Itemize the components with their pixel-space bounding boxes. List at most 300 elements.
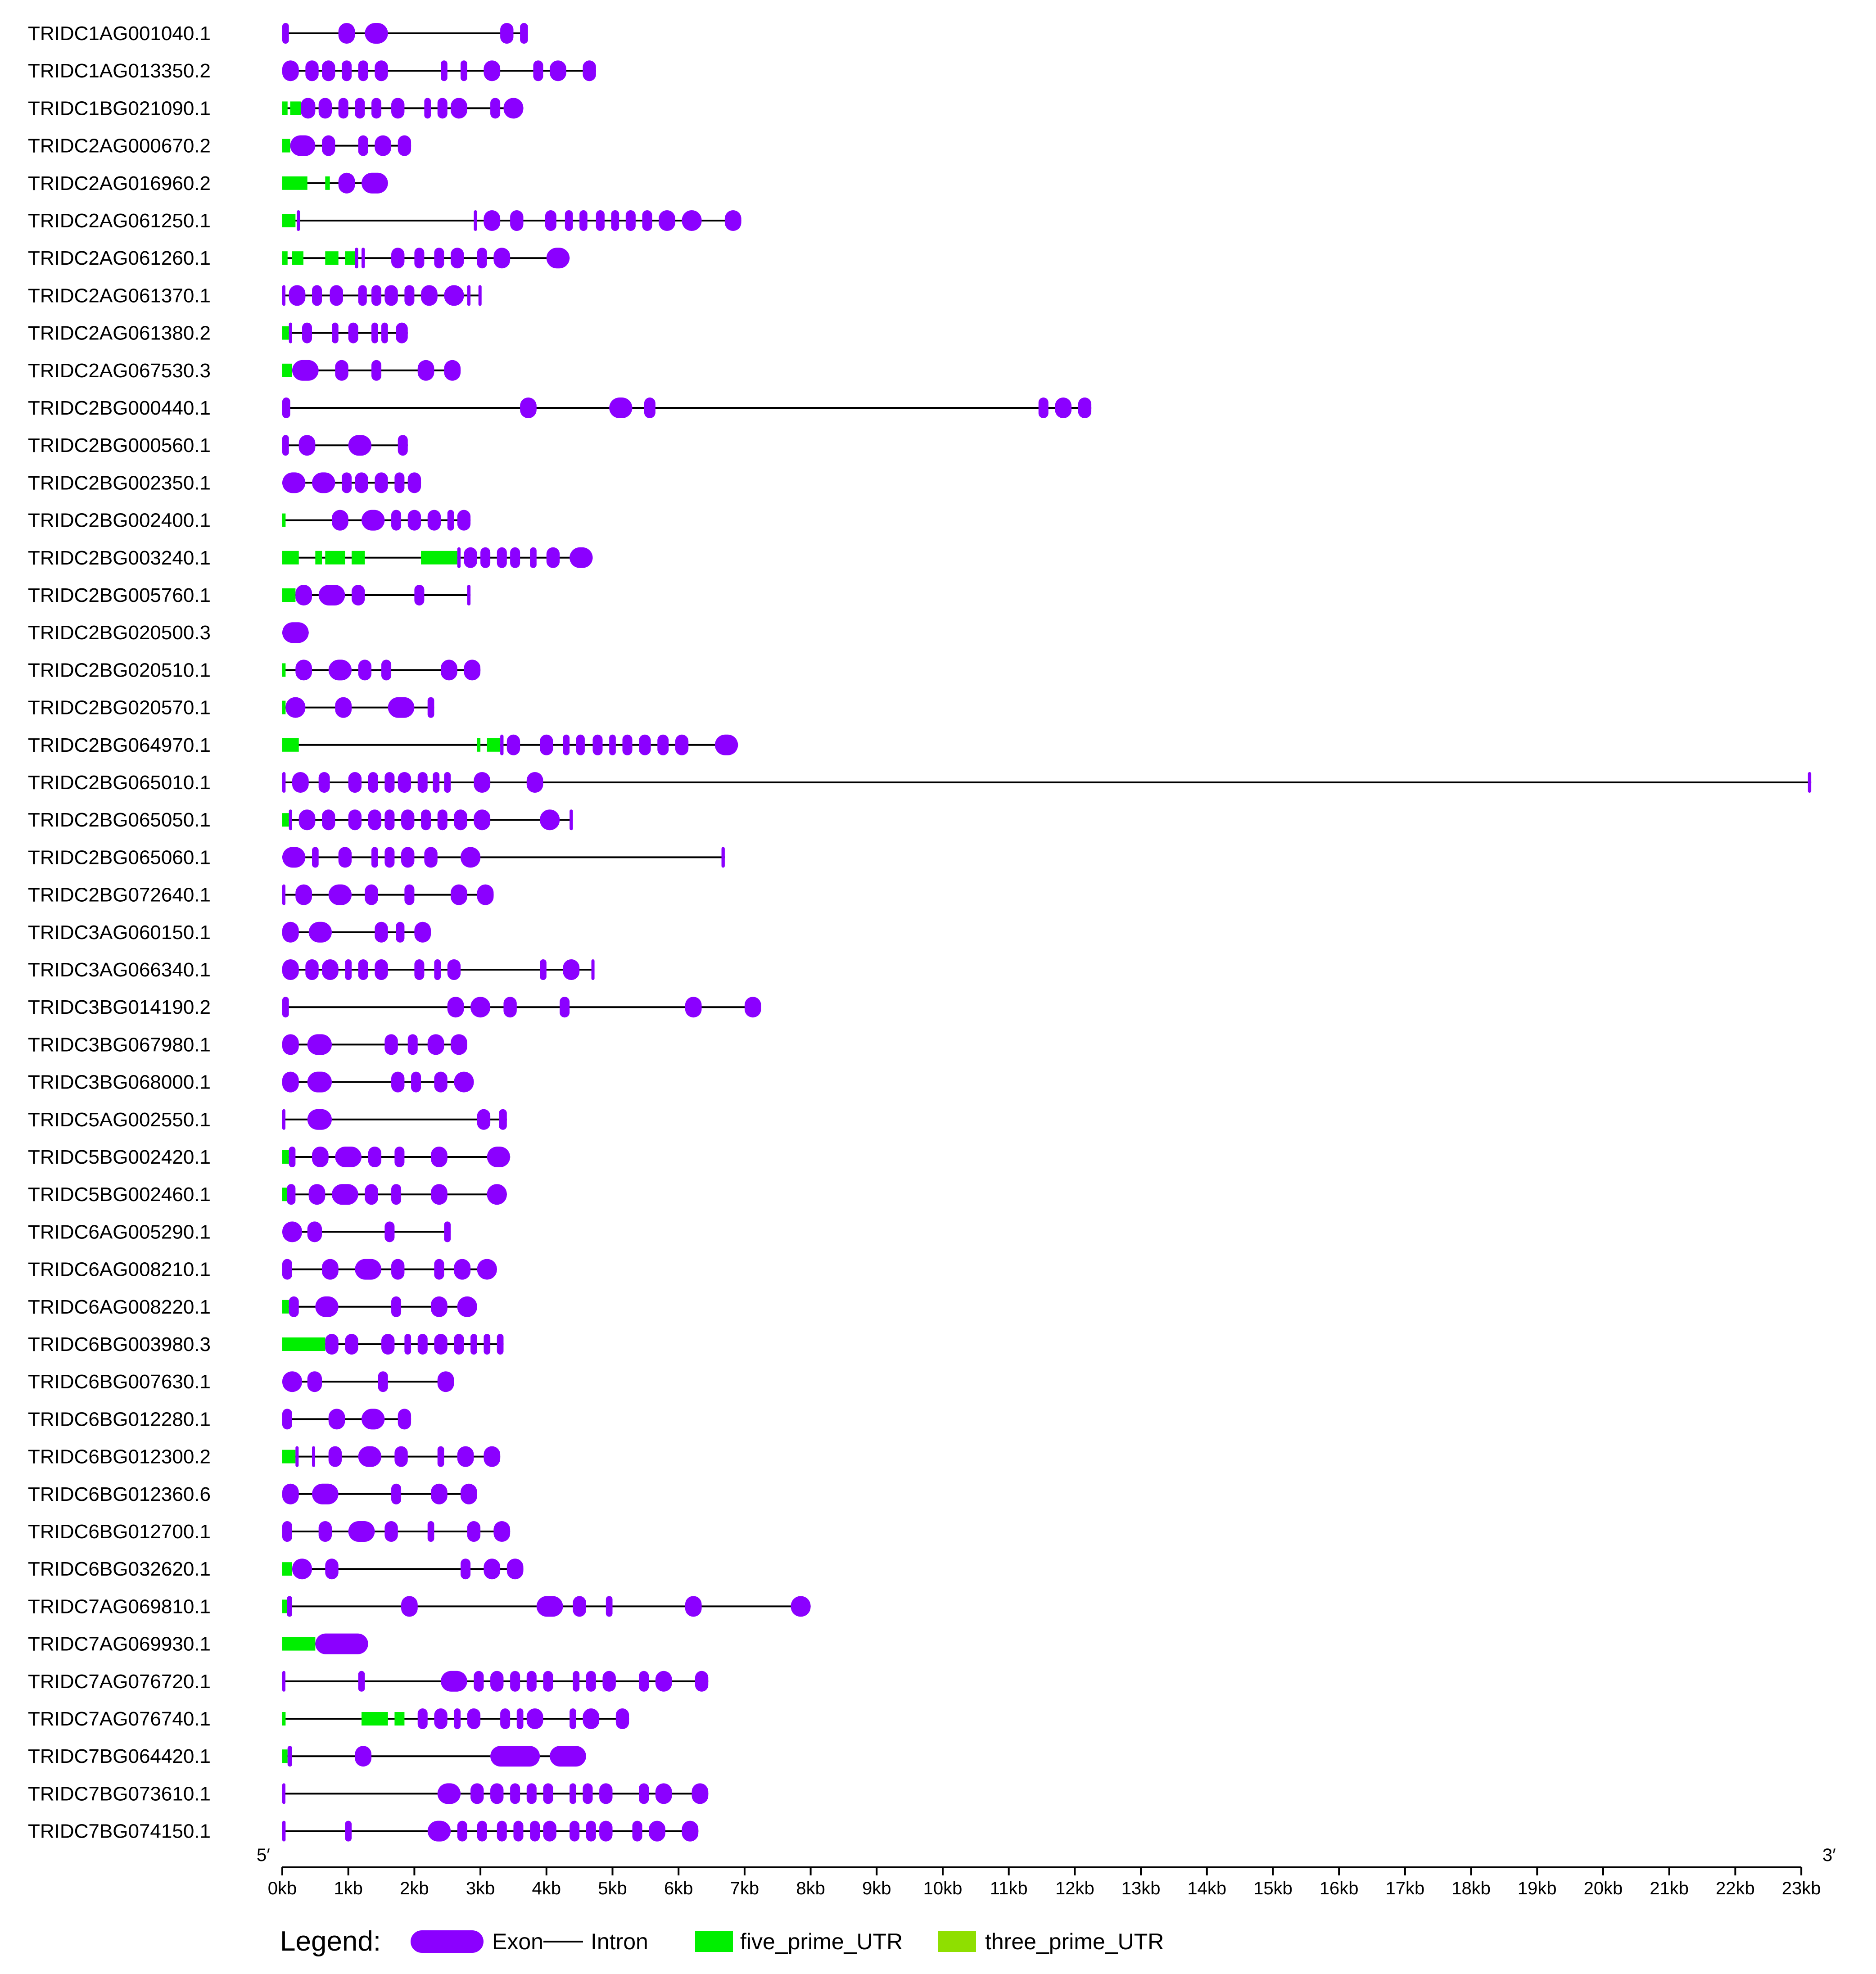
exon — [307, 1034, 332, 1055]
exon — [530, 1821, 540, 1842]
exon — [282, 997, 289, 1017]
exon — [391, 510, 401, 531]
exon — [418, 1334, 428, 1355]
exon — [375, 922, 388, 943]
exon — [434, 1708, 447, 1729]
tick-label: 3kb — [466, 1879, 495, 1898]
exon — [444, 1221, 451, 1242]
gene-row — [28, 1333, 503, 1355]
tick-label: 7kb — [730, 1879, 759, 1898]
exon — [633, 1821, 642, 1842]
exon — [292, 772, 309, 793]
gene-row — [28, 247, 570, 269]
exon — [467, 585, 470, 605]
exon — [319, 1521, 332, 1542]
gene-label: TRIDC2AG061370.1 — [28, 285, 211, 307]
five-prime-end-label: 5′ — [257, 1845, 270, 1865]
exon — [477, 885, 494, 905]
gene-label: TRIDC6BG003980.3 — [28, 1333, 211, 1355]
exon — [1808, 772, 1811, 793]
tick-label: 6kb — [664, 1879, 693, 1898]
exon — [503, 98, 523, 118]
exon — [289, 1296, 299, 1317]
exon — [358, 660, 371, 680]
gene-row — [28, 434, 408, 456]
exon — [454, 1072, 474, 1093]
gene-label: TRIDC3BG014190.2 — [28, 996, 211, 1019]
gene-row — [28, 1034, 467, 1056]
exon — [454, 1259, 470, 1280]
gene-row — [28, 1296, 477, 1318]
exon — [292, 1558, 312, 1579]
five-prime-utr — [282, 514, 285, 527]
gene-label: TRIDC5AG002550.1 — [28, 1108, 211, 1131]
exon — [444, 285, 464, 306]
five-prime-utr — [282, 738, 299, 752]
tick-label: 5kb — [598, 1879, 627, 1898]
gene-row — [28, 1558, 523, 1580]
gene-label: TRIDC1AG013350.2 — [28, 60, 211, 82]
exon — [371, 847, 378, 867]
exon — [570, 1708, 576, 1729]
tick-label: 12kb — [1055, 1879, 1094, 1898]
gene-row — [28, 659, 480, 681]
tick-label: 4kb — [532, 1879, 561, 1898]
five-prime-utr — [362, 1712, 388, 1726]
gene-label: TRIDC3BG068000.1 — [28, 1071, 211, 1093]
exon — [312, 1484, 339, 1504]
legend-title: Legend: — [280, 1926, 381, 1957]
three-prime-end-label: 3′ — [1822, 1845, 1836, 1865]
legend-swatch-exon — [411, 1930, 484, 1953]
exon — [573, 1671, 579, 1692]
exon — [325, 1558, 338, 1579]
exon — [408, 472, 421, 493]
exon — [368, 809, 381, 830]
exon — [583, 60, 596, 81]
gene-row — [28, 697, 434, 719]
exon — [384, 847, 394, 867]
exon — [457, 1821, 467, 1842]
exon — [454, 1708, 461, 1729]
exon — [282, 285, 285, 306]
exon — [394, 1446, 407, 1467]
exon — [431, 1184, 448, 1205]
five-prime-utr — [315, 551, 322, 565]
exon — [537, 1596, 563, 1617]
gene-label: TRIDC7BG064420.1 — [28, 1745, 211, 1768]
exon — [368, 772, 378, 793]
exon — [513, 1821, 523, 1842]
exon — [448, 959, 461, 980]
tick-label: 9kb — [862, 1879, 891, 1898]
exon — [543, 1671, 553, 1692]
exon — [307, 1072, 332, 1093]
exon — [428, 697, 434, 718]
gene-row — [28, 959, 595, 981]
gene-label: TRIDC6BG007630.1 — [28, 1371, 211, 1393]
exon — [307, 1221, 322, 1242]
exon — [345, 1334, 358, 1355]
exon — [1078, 398, 1091, 418]
gene-row — [28, 584, 470, 606]
gene-row — [28, 996, 761, 1018]
exon — [695, 1671, 708, 1692]
exon — [348, 809, 362, 830]
exon — [474, 1671, 484, 1692]
exon — [348, 772, 362, 793]
exon — [497, 547, 507, 568]
exon — [428, 510, 441, 531]
exon — [441, 660, 457, 680]
exon — [441, 60, 448, 81]
exon — [295, 585, 312, 605]
gene-label: TRIDC7AG069810.1 — [28, 1595, 211, 1618]
exon — [510, 210, 523, 231]
exon — [332, 323, 339, 343]
exon — [352, 585, 365, 605]
exon — [685, 1596, 702, 1617]
five-prime-utr — [282, 813, 289, 827]
exon — [477, 1821, 487, 1842]
gene-row — [28, 1408, 411, 1430]
legend-item-three-prime-UTR — [938, 1929, 1164, 1954]
exon — [583, 1708, 599, 1729]
exon — [438, 98, 448, 118]
exon — [315, 1296, 338, 1317]
tick-label: 15kb — [1253, 1879, 1293, 1898]
exon — [282, 1671, 285, 1692]
exon — [329, 1409, 345, 1429]
exon — [408, 1034, 418, 1055]
exon — [655, 1671, 672, 1692]
gene-row — [28, 547, 592, 569]
exon — [285, 697, 305, 718]
five-prime-utr — [282, 364, 292, 377]
exon — [355, 248, 358, 268]
gene-label: TRIDC2BG065050.1 — [28, 809, 211, 831]
exon — [434, 248, 444, 268]
exon — [290, 136, 316, 156]
exon — [602, 1671, 615, 1692]
gene-row — [28, 1633, 368, 1655]
exon — [295, 885, 312, 905]
exon — [609, 398, 632, 418]
gene-label: TRIDC2BG002350.1 — [28, 472, 211, 494]
exon — [375, 959, 388, 980]
gene-row — [28, 135, 411, 157]
legend-item-intron — [543, 1929, 648, 1954]
exon — [500, 735, 503, 755]
exon — [329, 1446, 342, 1467]
gene-row — [28, 1259, 497, 1281]
exon — [398, 1409, 411, 1429]
exon — [307, 1371, 322, 1392]
exon — [414, 922, 431, 943]
exon — [438, 1446, 444, 1467]
gene-label: TRIDC6BG012300.2 — [28, 1445, 211, 1468]
exon — [289, 323, 292, 343]
exon — [282, 1371, 302, 1392]
exon — [358, 959, 368, 980]
five-prime-utr — [292, 251, 303, 265]
exon — [424, 98, 431, 118]
exon — [368, 1147, 381, 1167]
exon — [388, 697, 415, 718]
five-prime-utr — [394, 1712, 404, 1726]
exon — [507, 735, 520, 755]
gene-label: TRIDC6BG012360.6 — [28, 1483, 211, 1505]
exon — [282, 23, 289, 44]
exon — [282, 622, 309, 643]
exon — [490, 1671, 503, 1692]
exon — [565, 210, 573, 231]
exon — [339, 23, 355, 44]
gene-row — [28, 922, 431, 944]
gene-row — [28, 1446, 500, 1468]
five-prime-utr — [325, 251, 338, 265]
exon — [292, 360, 319, 381]
exon — [322, 959, 339, 980]
exon — [563, 959, 579, 980]
exon — [484, 210, 500, 231]
gene-label: TRIDC3AG060150.1 — [28, 921, 211, 944]
gene-label: TRIDC2BG002400.1 — [28, 509, 211, 532]
exon — [461, 1484, 477, 1504]
exon — [487, 1147, 510, 1167]
gene-row — [28, 322, 408, 344]
exon — [391, 248, 404, 268]
exon — [503, 997, 516, 1017]
gene-label: TRIDC6BG032620.1 — [28, 1558, 211, 1581]
gene-row — [28, 622, 309, 644]
exon — [477, 248, 487, 268]
exon — [451, 1034, 467, 1055]
exon — [791, 1596, 811, 1617]
five-prime-utr — [282, 1150, 289, 1164]
exon — [315, 1634, 368, 1654]
legend-swatch-three-prime-UTR — [938, 1931, 976, 1952]
exon — [289, 285, 306, 306]
five-prime-utr — [282, 701, 285, 714]
exon — [396, 922, 404, 943]
gene-label: TRIDC2BG064970.1 — [28, 734, 211, 756]
exon — [431, 1484, 448, 1504]
exon — [527, 1671, 537, 1692]
exon — [642, 210, 652, 231]
exon — [335, 360, 348, 381]
exon — [520, 23, 528, 44]
exon — [722, 847, 725, 867]
exon — [540, 809, 560, 830]
exon — [282, 1821, 285, 1842]
gene-row — [28, 1671, 708, 1693]
gene-label: TRIDC2BG072640.1 — [28, 884, 211, 906]
exon — [332, 510, 348, 531]
exon — [424, 847, 437, 867]
exon — [434, 1334, 447, 1355]
gene-label: TRIDC6BG012700.1 — [28, 1521, 211, 1543]
legend-item-five-prime-UTR — [695, 1929, 903, 1954]
exon — [1039, 398, 1049, 418]
exon — [530, 547, 537, 568]
exon — [325, 1334, 338, 1355]
exon — [381, 323, 388, 343]
exon — [339, 847, 352, 867]
exon — [467, 1708, 480, 1729]
exon — [583, 1783, 592, 1804]
five-prime-utr — [282, 1188, 287, 1201]
exon — [545, 210, 556, 231]
exon — [510, 547, 520, 568]
gene-label: TRIDC2BG005760.1 — [28, 584, 211, 606]
exon — [362, 510, 384, 531]
exon — [404, 1334, 411, 1355]
gene-row — [28, 1109, 507, 1131]
exon — [570, 1821, 579, 1842]
exon — [431, 1147, 448, 1167]
tick-label: 2kb — [400, 1879, 429, 1898]
exon — [384, 1521, 398, 1542]
exon — [371, 98, 381, 118]
exon — [365, 1184, 378, 1205]
exon — [384, 1034, 398, 1055]
exon — [592, 735, 602, 755]
exon — [396, 323, 407, 343]
gene-row — [28, 884, 493, 906]
gene-row — [28, 1595, 811, 1617]
exon — [391, 1259, 404, 1280]
exon — [434, 1072, 447, 1093]
tick-label: 10kb — [923, 1879, 963, 1898]
gene-label: TRIDC2BG065060.1 — [28, 846, 211, 869]
exon — [692, 1783, 709, 1804]
exon — [599, 1821, 612, 1842]
exon — [454, 809, 467, 830]
exon — [358, 285, 367, 306]
gene-label: TRIDC2BG020510.1 — [28, 659, 211, 682]
exon — [297, 210, 300, 231]
exon — [428, 1521, 434, 1542]
exon — [497, 1334, 504, 1355]
gene-row — [28, 1071, 474, 1093]
exon — [438, 809, 448, 830]
exon — [381, 660, 391, 680]
exon — [342, 60, 352, 81]
tick-label: 20kb — [1583, 1879, 1623, 1898]
exon — [616, 1708, 629, 1729]
exon — [550, 60, 566, 81]
five-prime-utr — [282, 588, 295, 602]
five-prime-utr — [325, 551, 345, 565]
gene-row — [28, 97, 523, 119]
legend-label: Exon — [492, 1929, 543, 1954]
gene-row — [28, 1745, 586, 1767]
five-prime-utr — [282, 551, 299, 565]
exon — [477, 1259, 497, 1280]
five-prime-utr — [282, 1637, 315, 1651]
exon — [507, 1558, 524, 1579]
five-prime-utr — [282, 1599, 287, 1613]
gene-row — [28, 734, 738, 756]
exon — [448, 510, 454, 531]
exon — [345, 1821, 352, 1842]
exon — [355, 472, 368, 493]
exon — [592, 959, 595, 980]
tick-label: 18kb — [1451, 1879, 1491, 1898]
exon — [586, 1821, 596, 1842]
exon — [639, 1671, 649, 1692]
gene-row — [28, 1820, 698, 1843]
five-prime-utr — [282, 101, 288, 115]
exon — [418, 1708, 428, 1729]
tick-label: 22kb — [1716, 1879, 1755, 1898]
gene-row — [28, 1183, 507, 1206]
exon — [362, 248, 365, 268]
exon — [330, 285, 343, 306]
exon — [394, 472, 404, 493]
five-prime-utr — [290, 101, 301, 115]
five-prime-utr — [282, 1749, 288, 1763]
exon — [408, 510, 421, 531]
exon — [576, 735, 585, 755]
exon — [493, 1521, 510, 1542]
exon — [312, 847, 319, 867]
exon — [282, 472, 305, 493]
exon — [451, 98, 467, 118]
exon — [282, 398, 290, 418]
exon — [295, 1446, 298, 1467]
exon — [457, 1446, 474, 1467]
exon — [305, 60, 318, 81]
exon — [547, 547, 560, 568]
five-prime-utr — [282, 1337, 325, 1351]
exon — [282, 1783, 285, 1804]
legend-label: five_prime_UTR — [740, 1929, 903, 1954]
gene-label: TRIDC3BG067980.1 — [28, 1034, 211, 1056]
exon — [438, 1783, 461, 1804]
tick-label: 16kb — [1319, 1879, 1359, 1898]
exon — [391, 1184, 401, 1205]
exon — [287, 1596, 292, 1617]
gene-row — [28, 510, 470, 532]
exon — [322, 1259, 339, 1280]
exon — [371, 285, 381, 306]
exon — [527, 1708, 543, 1729]
exon — [378, 1371, 388, 1392]
tick-label: 14kb — [1187, 1879, 1227, 1898]
exon — [282, 922, 299, 943]
gene-label: TRIDC3AG066340.1 — [28, 959, 211, 981]
exon — [649, 1821, 665, 1842]
exon — [418, 772, 428, 793]
exon — [467, 285, 470, 306]
exon — [490, 1783, 503, 1804]
five-prime-utr — [345, 251, 355, 265]
exon — [448, 997, 464, 1017]
exon — [312, 285, 322, 306]
exon — [434, 1259, 444, 1280]
exon — [381, 1334, 394, 1355]
exon — [550, 1746, 586, 1766]
gene-row — [28, 60, 596, 82]
legend-label: Intron — [591, 1929, 648, 1954]
gene-label: TRIDC2AG061380.2 — [28, 322, 211, 344]
five-prime-utr — [325, 176, 330, 190]
exon — [339, 173, 355, 194]
exon — [348, 435, 371, 456]
exon — [434, 959, 441, 980]
